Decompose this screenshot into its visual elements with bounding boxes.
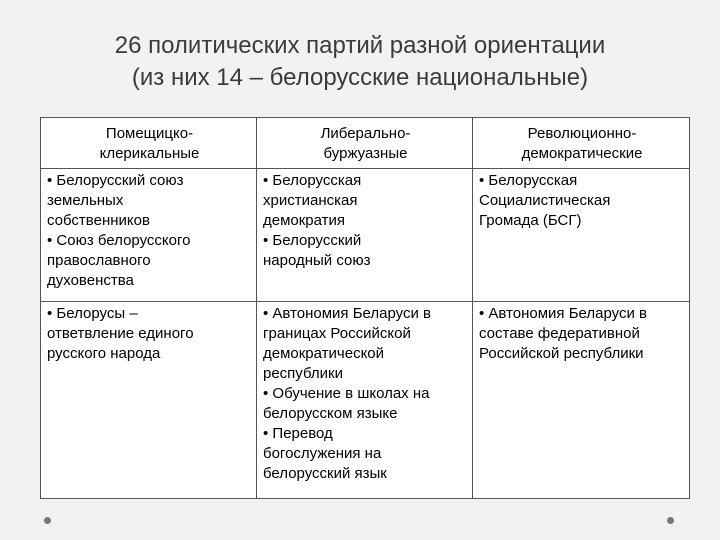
cell-line: • Белорусская <box>263 172 362 189</box>
table-cell <box>257 302 473 499</box>
table-cell <box>473 169 690 302</box>
table-cell <box>41 169 257 302</box>
header-line: буржуазные <box>323 145 408 162</box>
decorative-dot-icon <box>44 517 51 524</box>
table-cell <box>257 169 473 302</box>
header-line: клерикальные <box>99 145 200 162</box>
slide-title <box>0 30 720 94</box>
cell-line: составе федеративной <box>479 325 640 342</box>
title-line-2: (из них 14 – белорусские национальные) <box>131 64 589 91</box>
cell-line: • Перевод <box>263 425 333 442</box>
cell-line: демократической <box>263 345 385 362</box>
cell-line: • Белорусский <box>263 232 362 249</box>
header-line: демократические <box>521 145 643 162</box>
cell-line: русского народа <box>47 345 161 362</box>
decorative-dot-icon <box>667 517 674 524</box>
cell-line: христианская <box>263 192 358 209</box>
column-header-revolutionary-democratic <box>473 118 690 169</box>
cell-line: демократия <box>263 212 346 229</box>
table-cell <box>473 302 690 499</box>
cell-line: границах Российской <box>263 325 411 342</box>
table-row-parties <box>41 169 690 302</box>
cell-line: Громада (БСГ) <box>479 212 582 229</box>
column-header-landowner-clerical <box>41 118 257 169</box>
cell-line: народный союз <box>263 252 371 269</box>
cell-line: ответвление единого <box>47 325 194 342</box>
cell-line: • Белорусский союз <box>47 172 184 189</box>
parties-table <box>40 117 690 499</box>
cell-line: богослужения на <box>263 445 382 462</box>
header-line: Либерально- <box>320 125 411 142</box>
cell-line: • Союз белорусского <box>47 232 191 249</box>
title-line-1: 26 политических партий разной ориентации <box>114 32 606 59</box>
cell-line: Российской республики <box>479 345 644 362</box>
cell-line: • Автономия Беларуси в <box>263 305 432 322</box>
cell-line: белорусском языке <box>263 405 398 422</box>
table-row-positions <box>41 302 690 499</box>
cell-line: духовенства <box>47 272 134 289</box>
cell-line: белорусский язык <box>263 465 387 482</box>
cell-line: Социалистическая <box>479 192 611 209</box>
cell-line: • Белорусы – <box>47 305 138 322</box>
cell-line: • Обучение в школах на <box>263 385 430 402</box>
cell-line: республики <box>263 365 343 382</box>
header-row <box>41 118 690 169</box>
table-cell <box>41 302 257 499</box>
header-line: Помещицко- <box>105 125 194 142</box>
column-header-liberal-bourgeois <box>257 118 473 169</box>
cell-line: • Белорусская <box>479 172 578 189</box>
header-line: Революционно- <box>527 125 637 142</box>
cell-line: • Автономия Беларуси в <box>479 305 648 322</box>
cell-line: земельных <box>47 192 124 209</box>
cell-line: православного <box>47 252 151 269</box>
cell-line: собственников <box>47 212 150 229</box>
